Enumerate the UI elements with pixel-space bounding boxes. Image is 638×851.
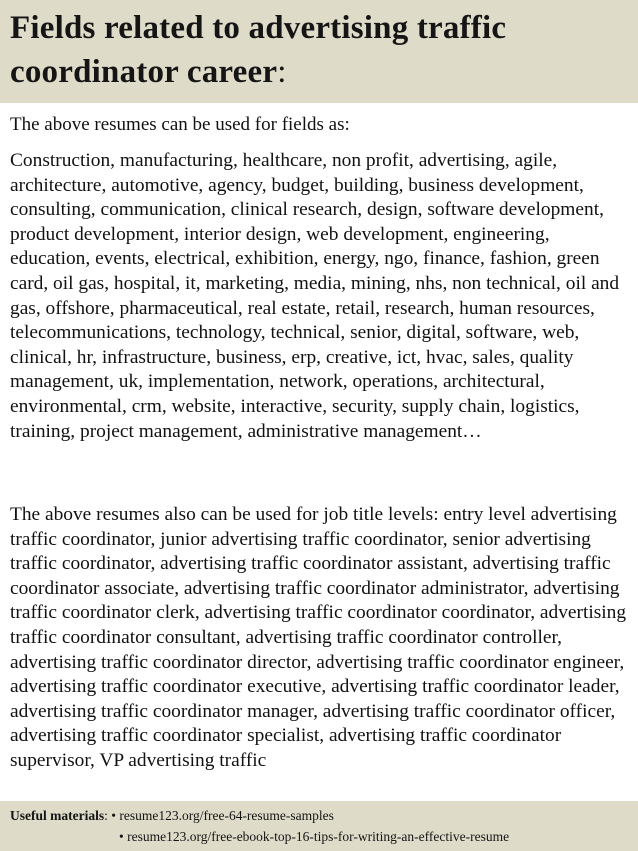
footer-row-1 [10, 805, 628, 826]
page-title-colon: : [277, 54, 287, 90]
footer-row-2 [10, 826, 628, 847]
intro-text: The above resumes can be used for fields as: [10, 114, 350, 135]
slide-header [0, 0, 638, 103]
footer-label-separator: : [104, 808, 112, 823]
bullet-icon: • [111, 808, 120, 823]
page-title [10, 6, 626, 94]
footer-link-ebook-tips[interactable]: resume123.org/free-ebook-top-16-tips-for-writing-an-effective-resume [127, 829, 510, 844]
page-title-text: Fields related to advertising traffic coordinator career [10, 10, 507, 90]
footer-bar [0, 801, 638, 851]
job-levels-text: The above resumes also can be used for job title levels: entry level advertising traffic coordinator, junior advertising traffic coordinator, senior advertising traffic coordinator, advertising traffic coordinator assistant, advertising traffic coordinator associate, advertising traffic coordinator administrator, advertising traffic coordinator clerk, advertising traffic coordinator coordinator, advertising traffic coordinator consultant, advertising traffic coordinator controller, advertising traffic coordinator director, advertising traffic coordinator engineer, advertising traffic coordinator executive, advertising traffic coordinator leader, advertising traffic coordinator manager, advertising traffic coordinator officer, advertising traffic coordinator specialist, advertising traffic coordinator supervisor, VP advertising traffic [10, 504, 627, 771]
fields-list: Construction, manufacturing, healthcare, non profit, advertising, agile, architecture, automotive, agency, budget, building, business development, consulting, communication, clinical research, design, software development, product development, interior design, web development, engineering, education, events, electrical, exhibition, energy, ngo, finance, fashion, green card, oil gas, hospital, it, marketing, media, mining, nhs, non technical, oil and gas, offshore, pharmaceutical, real estate, retail, research, human resources, telecommunications, technology, technical, senior, digital, software, web, clinical, hr, infrastructure, business, erp, creative, ict, hvac, sales, quality management, uk, implementation, network, operations, architectural, environmental, crm, website, interactive, security, supply chain, logistics, training, project management, administrative management… [10, 150, 620, 442]
footer-link-resume-samples[interactable]: resume123.org/free-64-resume-samples [119, 808, 334, 823]
job-levels-section [10, 503, 632, 799]
useful-materials-label: Useful materials [10, 808, 105, 823]
bullet-icon: • [119, 829, 128, 844]
main-content [10, 112, 632, 444]
